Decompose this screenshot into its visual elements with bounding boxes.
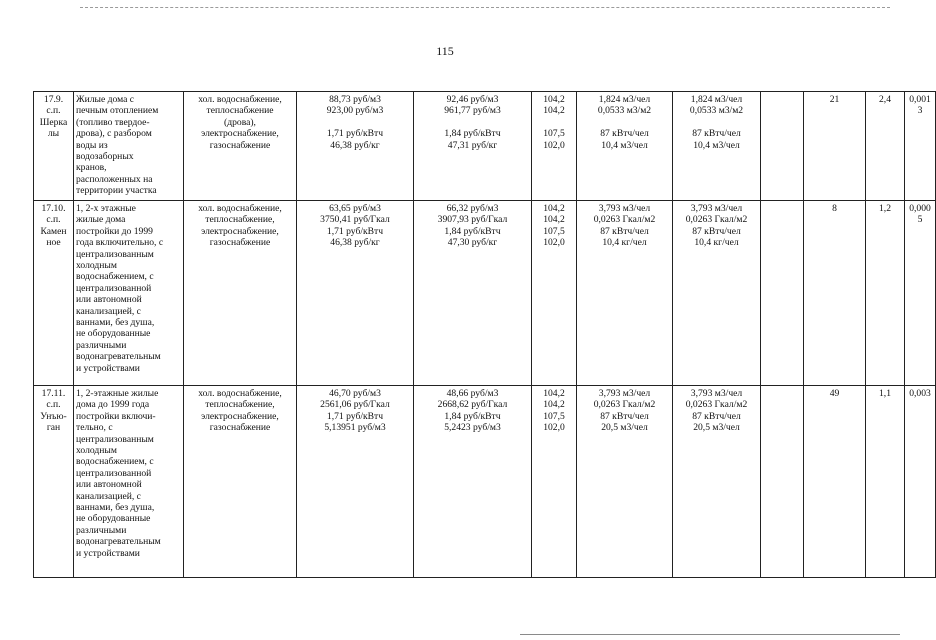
cell-text-line: дома до 1999 года	[76, 399, 150, 411]
cell-text-line: ваннами, без душа,	[76, 317, 155, 329]
cell-text-line: с.п.	[46, 214, 61, 226]
cell-text-line: канализацией, с	[76, 490, 141, 502]
cell-text-line: водонагревательным	[76, 536, 161, 548]
cell-text-line: 87 кВтч/чел	[600, 410, 649, 422]
cell-value-c	[905, 386, 936, 578]
cell-text-line: 1,1	[879, 388, 891, 399]
cell-text-line: 47,31 руб/кг	[447, 139, 498, 151]
cell-text-line: хол. водоснабжение,	[198, 203, 282, 214]
cell-text-line	[579, 117, 670, 128]
cell-tariff-previous	[297, 92, 414, 201]
cell-text-line: водоснабжением, с	[76, 456, 154, 468]
cell-housing-description	[74, 92, 184, 201]
cell-value-c	[905, 92, 936, 201]
cell-text-line: печным отоплением	[76, 105, 159, 117]
table-body	[34, 92, 936, 578]
cell-text-line: 87 кВтч/чел	[692, 410, 741, 422]
cell-text-line: 2561,06 руб/Гкал	[320, 399, 390, 411]
cell-text-line: 3,793 м3/чел	[598, 388, 651, 399]
cell-text-line: 0,0533 м3/м2	[597, 105, 652, 117]
cell-text-line: 10,4 м3/чел	[693, 139, 740, 151]
cell-text-line: не оборудованные	[76, 513, 151, 525]
cell-text-line: 17.11.	[41, 388, 66, 399]
cell-text-line: 66,32 руб/м3	[446, 203, 499, 214]
cell-text-line: 1,84 руб/кВтч	[444, 128, 501, 140]
cell-text-line: 2,4	[879, 94, 891, 105]
cell-text-line: 1,84 руб/кВтч	[444, 410, 501, 422]
cell-text-line: 104,2	[543, 94, 565, 105]
cell-text-line: газоснабжение	[209, 422, 271, 434]
tariff-table	[33, 91, 936, 578]
cell-text-line: и устройствами	[76, 362, 140, 374]
cell-text-line: 102,0	[543, 422, 565, 434]
cell-text-line: 20,5 м3/чел	[693, 422, 740, 434]
cell-norm-new	[673, 92, 761, 201]
cell-text-line: 46,38 руб/кг	[330, 139, 380, 151]
cell-empty	[761, 201, 804, 386]
cell-text-line: 1,824 м3/чел	[690, 94, 743, 105]
cell-services	[184, 201, 297, 386]
page-number: 115	[436, 44, 454, 58]
cell-text-line: ное	[46, 237, 61, 249]
cell-text-line: 107,5	[543, 225, 565, 237]
cell-text-line: 10,4 кг/чел	[602, 237, 647, 249]
cell-norm-previous	[577, 201, 673, 386]
cell-text-line: 1,71 руб/кВтч	[326, 225, 384, 237]
cell-text-line: централизованным	[76, 433, 154, 445]
cell-text-line: 5	[917, 214, 923, 226]
cell-text-line: газоснабжение	[209, 237, 271, 249]
cell-norm-new	[673, 201, 761, 386]
cell-text-line: 87 кВтч/чел	[600, 225, 649, 237]
cell-text-line: 1,2	[879, 203, 891, 214]
cell-text-line: газоснабжение	[209, 139, 271, 151]
cell-text-line: 2668,62 руб/Гкал	[437, 399, 508, 411]
cell-text-line: 0,0263 Гкал/м2	[593, 214, 656, 226]
cell-text-line: жилые дома	[76, 214, 126, 226]
cell-text-line: различными	[76, 524, 127, 536]
cell-text-line: территории участка	[76, 185, 157, 197]
cell-value-c	[905, 201, 936, 386]
cell-text-line: 10,4 кг/чел	[694, 237, 739, 249]
cell-text-line: 1,71 руб/кВтч	[326, 410, 384, 422]
cell-text-line: централизованной	[76, 467, 152, 479]
cell-text-line: 102,0	[543, 237, 565, 249]
cell-text-line: централизованным	[76, 248, 154, 260]
cell-text-line: постройки до 1999	[76, 225, 153, 237]
cell-text-line: различными	[76, 339, 127, 351]
cell-text-line: 21	[829, 94, 840, 105]
cell-text-line: с.п.	[46, 105, 61, 117]
cell-text-line: 63,65 руб/м3	[329, 203, 381, 214]
cell-text-line: ваннами, без душа,	[76, 502, 155, 514]
cell-text-line: 92,46 руб/м3	[446, 94, 499, 105]
cell-text-line: централизованной	[76, 282, 152, 294]
cell-value-a	[804, 201, 866, 386]
cell-text-line: 3907,93 руб/Гкал	[437, 214, 508, 226]
cell-text-line: 104,2	[543, 388, 565, 399]
cell-tariff-new	[414, 386, 532, 578]
cell-text-line: 87 кВтч/чел	[692, 225, 741, 237]
table-row	[34, 201, 936, 386]
cell-text-line: 0,003	[909, 388, 931, 399]
cell-text-line: 20,5 м3/чел	[601, 422, 648, 434]
cell-text-line: 17.9.	[43, 94, 64, 105]
cell-norm-previous	[577, 92, 673, 201]
table-row	[34, 92, 936, 201]
cell-value-a	[804, 92, 866, 201]
cell-text-line: или автономной	[76, 294, 142, 306]
cell-text-line	[763, 94, 801, 105]
cell-text-line: 3,793 м3/чел	[598, 203, 651, 214]
cell-text-line	[763, 203, 801, 214]
cell-tariff-previous	[297, 201, 414, 386]
cell-text-line: электроснабжение,	[201, 225, 279, 237]
cell-text-line: или автономной	[76, 479, 142, 491]
scan-artifact-bottom	[520, 634, 900, 635]
cell-text-line: 1,71 руб/кВтч	[326, 128, 384, 140]
cell-text-line: 46,70 руб/м3	[329, 388, 381, 399]
cell-index	[532, 386, 577, 578]
cell-text-line: 3,793 м3/чел	[690, 388, 743, 399]
cell-text-line: года включительно, с	[76, 237, 164, 249]
cell-text-line: холодным	[76, 445, 117, 457]
cell-text-line: 17.10.	[41, 203, 66, 214]
cell-row-id	[34, 92, 74, 201]
cell-text-line: 46,38 руб/кг	[330, 237, 380, 249]
cell-text-line: теплоснабжение,	[205, 399, 275, 411]
cell-text-line: воды из	[76, 139, 108, 151]
cell-text-line: 0,0263 Гкал/м2	[593, 399, 656, 411]
cell-text-line: лы	[47, 128, 60, 140]
cell-text-line: постройки включи-	[76, 410, 156, 422]
cell-text-line: 5,13951 руб/м3	[324, 422, 386, 434]
cell-text-line: 104,2	[543, 105, 565, 117]
cell-text-line: теплоснабжение,	[205, 214, 275, 226]
cell-text-line: 47,30 руб/кг	[447, 237, 498, 249]
cell-empty	[761, 386, 804, 578]
cell-text-line: и устройствами	[76, 547, 140, 559]
cell-text-line: (топливо твердое-	[76, 116, 150, 128]
cell-text-line: 3	[917, 105, 923, 117]
cell-text-line: 0,0263 Гкал/м2	[685, 399, 748, 411]
cell-services	[184, 386, 297, 578]
cell-text-line: тельно, с	[76, 422, 113, 434]
cell-text-line: 1, 2-этажные жилые	[76, 388, 159, 399]
cell-text-line: 1,84 руб/кВтч	[444, 225, 501, 237]
cell-housing-description	[74, 386, 184, 578]
cell-value-b	[866, 386, 905, 578]
cell-text-line: 3,793 м3/чел	[690, 203, 743, 214]
cell-text-line: 0,0533 м3/м2	[689, 105, 744, 117]
table-row	[34, 386, 936, 578]
cell-text-line: с.п.	[46, 399, 61, 411]
scan-artifact-top	[80, 7, 890, 8]
cell-text-line: хол. водоснабжение,	[198, 388, 282, 399]
cell-text-line: 923,00 руб/м3	[326, 105, 384, 117]
cell-tariff-new	[414, 92, 532, 201]
cell-text-line: дрова), с разбором	[76, 128, 152, 140]
cell-text-line: 0,000	[909, 203, 931, 214]
cell-value-a	[804, 386, 866, 578]
cell-text-line: канализацией, с	[76, 305, 141, 317]
cell-text-line: расположенных на	[76, 173, 153, 185]
cell-text-line: ган	[46, 422, 61, 434]
cell-index	[532, 201, 577, 386]
cell-text-line: 88,73 руб/м3	[329, 94, 381, 105]
cell-text-line	[416, 117, 529, 128]
cell-text-line: 107,5	[543, 128, 565, 140]
cell-text-line: 48,66 руб/м3	[446, 388, 499, 399]
cell-services	[184, 92, 297, 201]
cell-text-line: 1,824 м3/чел	[598, 94, 651, 105]
cell-text-line: хол. водоснабжение,	[198, 94, 282, 105]
cell-text-line: 49	[829, 388, 840, 399]
cell-text-line: кранов,	[76, 162, 107, 174]
cell-text-line: Шерка	[39, 116, 68, 128]
cell-text-line: теплоснабжение	[206, 105, 274, 117]
cell-text-line: 961,77 руб/м3	[444, 105, 501, 117]
cell-text-line: 102,0	[543, 139, 565, 151]
cell-text-line: 87 кВтч/чел	[692, 128, 741, 140]
cell-text-line: 104,2	[543, 399, 565, 411]
cell-index	[532, 92, 577, 201]
cell-tariff-new	[414, 201, 532, 386]
cell-text-line: 1, 2-х этажные	[76, 203, 136, 214]
cell-text-line	[299, 117, 411, 128]
cell-text-line: 87 кВтч/чел	[600, 128, 649, 140]
cell-norm-new	[673, 386, 761, 578]
cell-text-line: водозаборных	[76, 151, 134, 163]
cell-text-line: 3750,41 руб/Гкал	[320, 214, 390, 226]
cell-text-line	[675, 117, 758, 128]
cell-text-line: электроснабжение,	[201, 128, 279, 140]
cell-empty	[761, 92, 804, 201]
cell-row-id	[34, 201, 74, 386]
cell-text-line: 107,5	[543, 410, 565, 422]
cell-text-line: 8	[832, 203, 837, 214]
cell-text-line: 10,4 м3/чел	[601, 139, 648, 151]
cell-text-line: 104,2	[543, 214, 565, 226]
cell-value-b	[866, 92, 905, 201]
cell-text-line: (дрова),	[224, 116, 256, 128]
cell-text-line: 0,001	[909, 94, 931, 105]
cell-text-line: Камен	[40, 225, 67, 237]
cell-text-line: водонагревательным	[76, 351, 161, 363]
cell-text-line: 5,2423 руб/м3	[444, 422, 501, 434]
cell-text-line: Унъю-	[40, 410, 67, 422]
cell-text-line: электроснабжение,	[201, 410, 279, 422]
cell-text-line	[763, 388, 801, 399]
cell-value-b	[866, 201, 905, 386]
cell-norm-previous	[577, 386, 673, 578]
cell-text-line: холодным	[76, 260, 117, 272]
cell-row-id	[34, 386, 74, 578]
cell-text-line: 0,0263 Гкал/м2	[685, 214, 748, 226]
cell-text-line: не оборудованные	[76, 328, 151, 340]
cell-text-line: 104,2	[543, 203, 565, 214]
cell-text-line: водоснабжением, с	[76, 271, 154, 283]
cell-housing-description	[74, 201, 184, 386]
cell-text-line: Жилые дома с	[76, 94, 135, 105]
cell-text-line	[534, 117, 574, 128]
cell-tariff-previous	[297, 386, 414, 578]
